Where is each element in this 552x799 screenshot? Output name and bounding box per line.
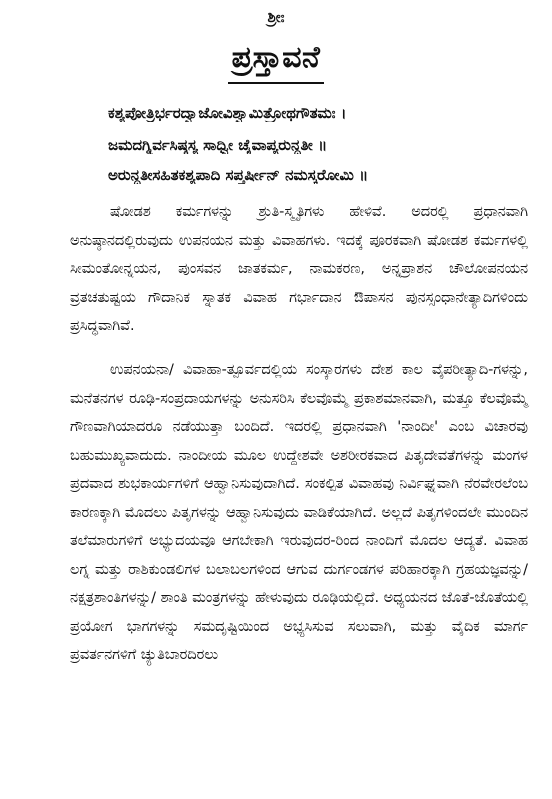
body-paragraph-2 [70, 356, 528, 670]
paragraph-text: ಉಪನಯನಾ/ ವಿವಾಹಾ-ತ್ಪೂರ್ವದಲ್ಲಿಯ ಸಂಸ್ಕಾರಗಳು ದೇಶ ಕಾಲ ವೈಪರೀತ್ಯಾದಿ-ಗಳನ್ನು, ಮನೆತನಗಳ ರೂಢಿ-ಸಂಪ್ರದಾಯಗಳನ್ನು ಅನುಸರಿಸಿ ಕೆಲವೊಮ್ಮೆ ಪ್ರಕಾಶಮಾನವಾಗಿ, ಮತ್ತೂ ಕೆಲವೊಮ್ಮೆ ಗೌಣವಾಗಿಯಾದರೂ ನಡೆಯುತ್ತಾ ಬಂದಿದೆ. ಇದರಲ್ಲಿ ಪ್ರಧಾನವಾಗಿ 'ನಾಂದೀ' ಎಂಬ ವಿಚಾರವು ಬಹುಮುಖ್ಯವಾದುದು. ನಾಂದೀಯ ಮೂಲ ಉದ್ದೇಶವೇ ಅಶರೀರಕವಾದ ಪಿತೃದೇವತೆಗಳನ್ನು ಮಂಗಳ ಪ್ರದವಾದ ಶುಭಕಾರ್ಯಗಳಿಗೆ ಆಹ್ವಾನಿಸುವುದಾಗಿದೆ. ಸಂಕಲ್ಪಿತ ವಿವಾಹವು ನಿರ್ವಿಘ್ನವಾಗಿ ನೆರವೇರಲೆಂಬ ಕಾರಣಕ್ಕಾಗಿ ಮೊದಲು ಪಿತೃಗಳನ್ನು ಆಹ್ವಾನಿಸುವುದು ವಾಡಿಕೆಯಾಗಿದೆ. ಅಲ್ಲದೆ ಪಿತೃಗಳಿಂದಲೇ ಮುಂದಿನ ತಲೆಮಾರುಗಳಿಗೆ ಅಭ್ಯುದಯವೂ ಆಗಬೇಕಾಗಿ ಇರುವುದರ-ರಿಂದ ನಾಂದಿಗೆ ಮೊದಲ ಆದ್ಯತೆ. ವಿವಾಹ ಲಗ್ನ ಮತ್ತು ರಾಶಿಕುಂಡಲಿಗಳ ಬಲಾಬಲಗಳಿಂದ ಆಗುವ ದುರ್ಗಂಡಗಳ ಪರಿಹಾರಕ್ಕಾಗಿ ಗ್ರಹಯಜ್ಞವನ್ನು/ ನಕ್ಷತ್ರಶಾಂತಿಗಳನ್ನು/ ಶಾಂತಿ ಮಂತ್ರಗಳನ್ನು ಹೇಳುವುದು ರೂಢಿಯಲ್ಲಿದೆ. ಅಧ್ಯಯನದ ಜೊತೆ-ಜೊತೆಯಲ್ಲಿ ಪ್ರಯೋಗ ಭಾಗಗಳನ್ನು ಸಮದೃಷ್ಟಿಯಿಂದ ಅಭ್ಯಸಿಸುವ ಸಲುವಾಗಿ, ಮತ್ತು ವೈದಿಕ ಮಾರ್ಗ ಪ್ರವರ್ತನಗಳಿಗೆ ಚ್ಯುತಿಬಾರದಿರಲು [70, 362, 528, 663]
verse-line-3: ಅರುನ್ಧತೀಸಹಿತಕಶ್ಯಪಾದಿ ಸಪ್ತರ್ಷೀನ್ ನಮಸ್ಕರೋಮಿ ॥ [108, 166, 369, 184]
invocation-text: ಶ್ರೀಃ [267, 8, 285, 26]
paragraph-text: ಷೋಡಶ ಕರ್ಮಗಳನ್ನು ಶ್ರುತಿ-ಸ್ಮೃತಿಗಳು ಹೇಳಿವೆ. ಅದರಲ್ಲಿ ಪ್ರಧಾನವಾಗಿ ಅನುಷ್ಠಾನದಲ್ಲಿರುವುದು ಉಪನಯನ ಮತ್ತು ವಿವಾಹಗಳು. ಇದಕ್ಕೆ ಪೂರಕವಾಗಿ ಷೋಡಶ ಕರ್ಮಗಳಲ್ಲಿ ಸೀಮಂತೋನ್ನಯನ, ಪುಂಸವನ ಜಾತಕರ್ಮ, ನಾಮಕರಣ, ಅನ್ನಪ್ರಾಶನ ಚೌಲೋಪನಯನ ವ್ರತಚತುಷ್ಟಯ ಗೌದಾನಿಕ ಸ್ನಾತಕ ವಿವಾಹ ಗರ್ಭಾದಾನ ಔಪಾಸನ ಪುನಸ್ಸಂಧಾನೇತ್ಯಾದಿಗಳಿಂದು ಪ್ರಸಿದ್ಧವಾಗಿವೆ. [70, 204, 528, 334]
verse-line-2: ಜಮದಗ್ನಿರ್ವಸಿಷ್ಠಸ್ಯ ಸಾಧ್ವೀ ಚೈವಾಪ್ಯರುನ್ಧತೀ ॥ [108, 136, 328, 154]
title-underline [228, 82, 324, 84]
page-title: ಪ್ರಸ್ತಾವನೆ [231, 40, 321, 75]
body-paragraph-1 [70, 198, 528, 341]
verse-line-1: ಕಶ್ಯಪೋತ್ರಿರ್ಭರದ್ವಾಜೋವಿಶ್ವಾಮಿತ್ರೋಥಗೌತಮಃ । [108, 104, 347, 122]
